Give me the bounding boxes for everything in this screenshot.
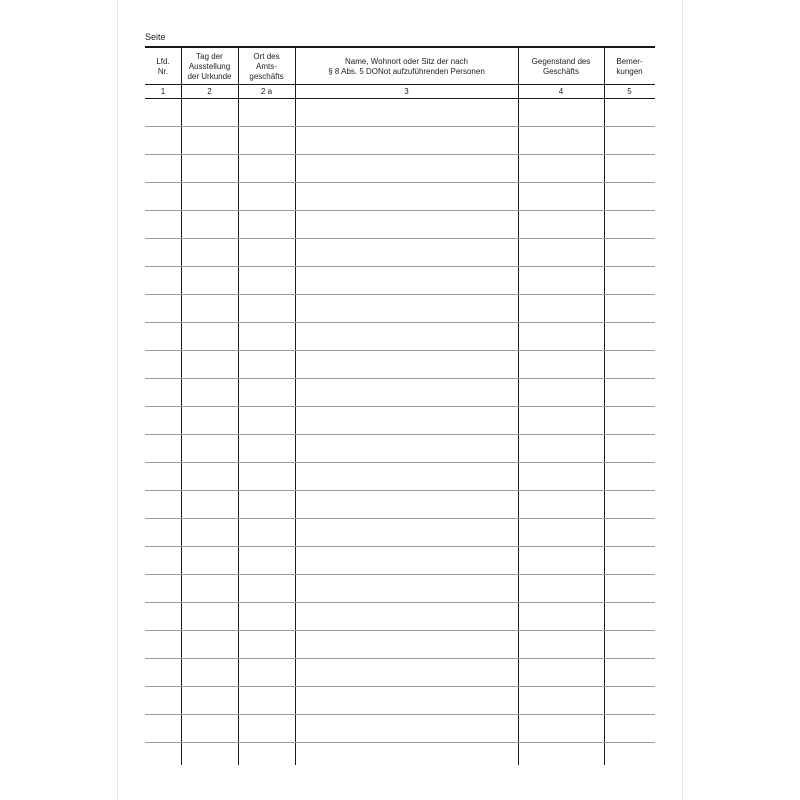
column-header-tag-der-ausstellung: Tag der Ausstellung der Urkunde <box>187 52 232 81</box>
entry-row-rule <box>145 434 655 435</box>
number-rule <box>145 98 655 99</box>
entry-row-rule <box>145 602 655 603</box>
column-number: 3 <box>404 87 409 96</box>
column-header-lfd-nr: Lfd. Nr. <box>156 57 170 76</box>
entry-row-rule <box>145 630 655 631</box>
entry-row-rule <box>145 210 655 211</box>
entry-row-rule <box>145 238 655 239</box>
column-number: 2 a <box>260 87 273 96</box>
entry-row-rule <box>145 154 655 155</box>
entry-row-rule <box>145 742 655 743</box>
column-number: 5 <box>627 87 632 96</box>
column-header-ort-des-amtsgeschaefts: Ort des Amts- geschäfts <box>249 52 284 81</box>
entry-row-rule <box>145 574 655 575</box>
entry-row-rule <box>145 462 655 463</box>
entry-row-rule <box>145 546 655 547</box>
entry-row-rule <box>145 294 655 295</box>
entry-row-rule <box>145 490 655 491</box>
entry-row-rule <box>145 686 655 687</box>
entry-row-rule <box>145 406 655 407</box>
page-label: Seite <box>145 32 166 42</box>
entry-row-rule <box>145 714 655 715</box>
column-header-bemerkungen: Bemer- kungen <box>616 57 643 76</box>
entry-row-rule <box>145 322 655 323</box>
column-number: 1 <box>160 87 166 96</box>
column-number: 2 <box>207 87 212 96</box>
entry-row-rule <box>145 266 655 267</box>
top-rule <box>145 46 655 48</box>
entry-row-rule <box>145 182 655 183</box>
entry-row-rule <box>145 350 655 351</box>
entry-row-rule <box>145 658 655 659</box>
column-header-gegenstand: Gegenstand des Geschäfts <box>531 57 591 76</box>
column-number: 4 <box>558 87 564 96</box>
entry-row-rule <box>145 378 655 379</box>
entry-row-rule <box>145 126 655 127</box>
register-table <box>145 46 655 766</box>
column-header-name-wohnort: Name, Wohnort oder Sitz der nach § 8 Abs. 5 DONot aufzuführenden Personen <box>328 57 485 76</box>
header-rule <box>145 84 655 85</box>
entry-row-rule <box>145 518 655 519</box>
